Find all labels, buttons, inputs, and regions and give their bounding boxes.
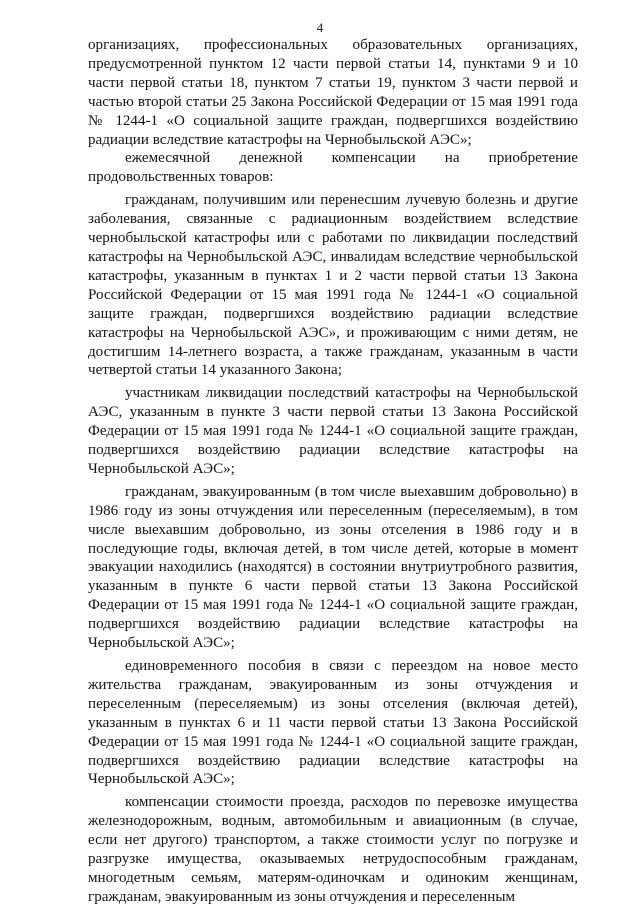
paragraph-evacuated: гражданам, эвакуированным (в том числе выехавшим добровольно) в 1986 году из зоны отчуждения или переселенным (переселяемым), в том числе выехавшим добровольно, из зоны отселения в 1986 году и в последующие годы, включая детей, в том числе детей, которые в момент эвакуации находились (находятся) в состоянии внутриутробного развития, указанным в пункте 6 части первой статьи 13 Закона Российской Федерации от 15 мая 1991 года № 1244-1 «О социальной защите граждан, подвергшихся воздействию радиации вследствие катастрофы на Чернобыльской АЭС»; (88, 483, 578, 652)
paragraph-monthly-compensation: ежемесячной денежной компенсации на приобретение продовольственных товаров: (88, 150, 578, 186)
paragraph-travel-compensation: компенсации стоимости проезда, расходов по перевозке имущества железнодорожным, водным, автомобильным и авиационным (в случае, если нет другого) транспортом, а также стоимости услуг по погрузке и разгрузке имущества, оказываемых нетрудоспособным гражданам, многодетным семьям, матерям-одиночкам и одиноким женщинам, гражданам, эвакуированным из зоны отчуждения и переселенным (88, 794, 578, 905)
paragraph-continuation: организациях, профессиональных образовательных организациях, предусмотренной пунктом 12 части первой статьи 14, пунктами 9 и 10 части первой статьи 18, пунктом 7 статьи 19, пунктом 3 части первой и частью второй статьи 25 Закона Российской Федерации от 15 мая 1991 года № 1244-1 «О социальной защите граждан, подвергшихся воздействию радиации вследствие катастрофы на Чернобыльской АЭС»; (88, 37, 578, 148)
paragraph-radiation-illness: гражданам, получившим или перенесшим лучевую болезнь и другие заболевания, связанные с радиационным воздействием вследствие чернобыльской катастрофы или с работами по ликвидации последствий катастрофы на Чернобыльской АЭС, инвалидам вследствие чернобыльской катастрофы, указанным в пунктах 1 и 2 части первой статьи 13 Закона Российской Федерации от 15 мая 1991 года № 1244-1 «О социальной защите граждан, подвергшихся воздействию радиации вследствие катастрофы на Чернобыльской АЭС», и проживающим с ними детям, не достигшим 14-летнего возраста, а также гражданам, указанным в части четвертой статьи 14 указанного Закона; (88, 192, 578, 379)
paragraph-lump-sum-allowance: единовременного пособия в связи с переездом на новое место жительства гражданам, эвакуированным из зоны отчуждения и переселенным (переселяемым) из зоны отселения (включая детей), указанным в пунктах 6 и 11 части первой статьи 13 Закона Российской Федерации от 15 мая 1991 года № 1244-1 «О социальной защите граждан, подвергшихся воздействию радиации вследствие катастрофы на Чернобыльской АЭС»; (88, 658, 578, 788)
paragraph-liquidators: участникам ликвидации последствий катастрофы на Чернобыльской АЭС, указанным в пункте 3 части первой статьи 13 Закона Российской Федерации от 15 мая 1991 года № 1244-1 «О социальной защите граждан, подвергшихся воздействию радиации вследствие катастрофы на Чернобыльской АЭС»; (88, 385, 578, 477)
document-body (88, 36, 578, 907)
page-number: 4 (316, 20, 324, 35)
